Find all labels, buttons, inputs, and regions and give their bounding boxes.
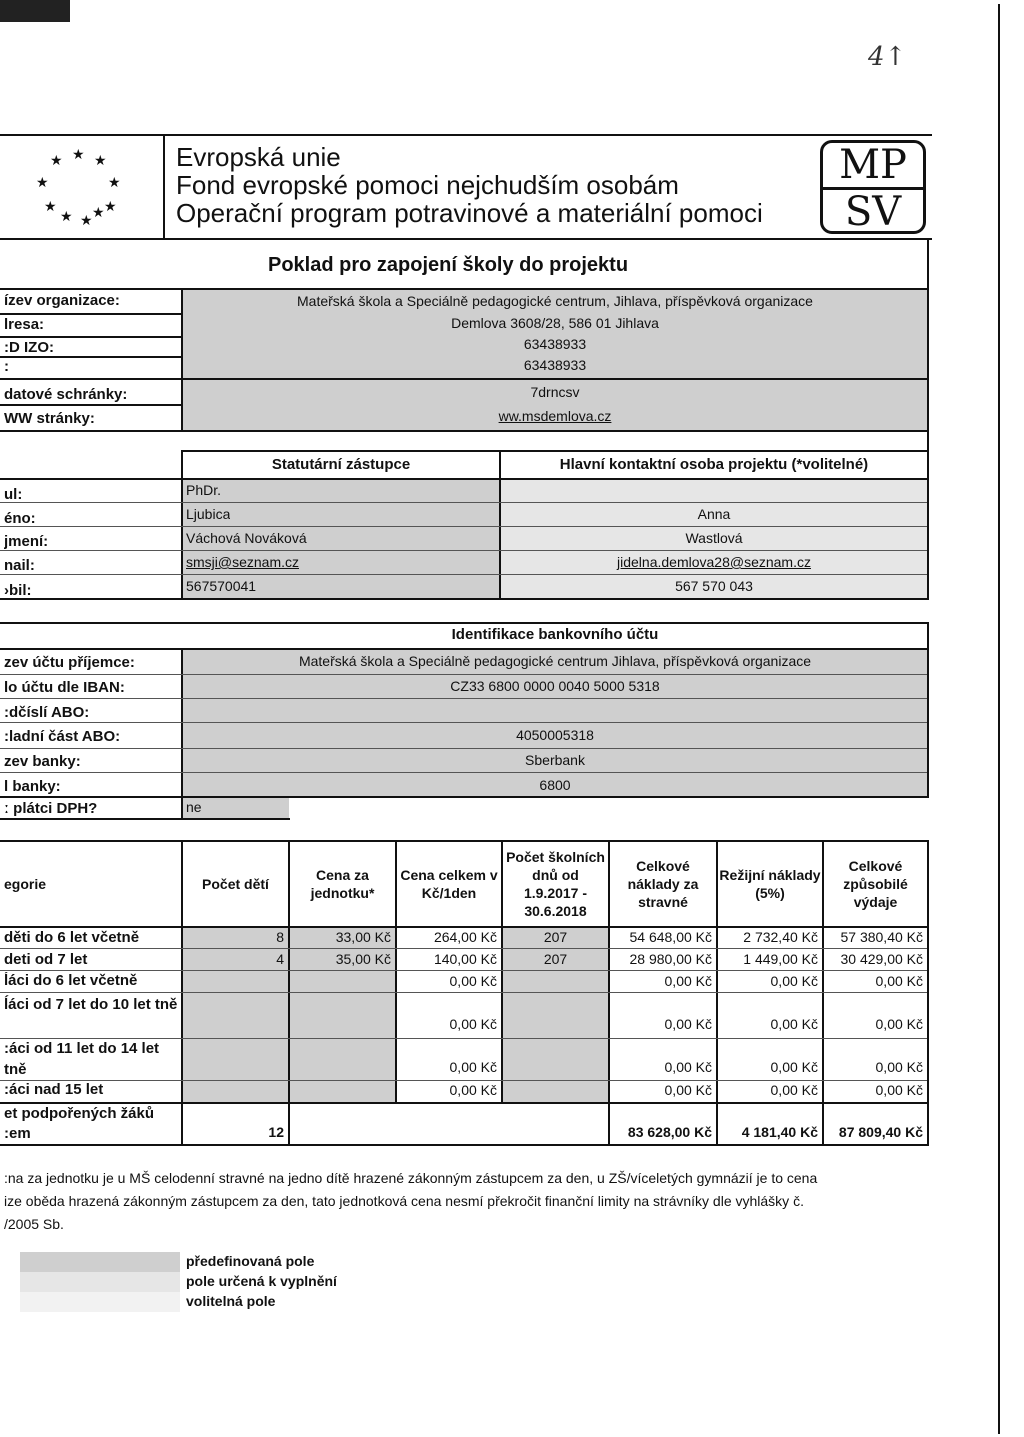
th-category: egorie (4, 875, 47, 892)
contact-col1-header: Statutární zástupce (271, 456, 411, 473)
bank-label-code: l banky: (4, 778, 61, 795)
row4-overhead: 0,00 Kč (770, 1016, 818, 1032)
contact-col2-header: Hlavní kontaktní osoba projektu (*volitelné) (559, 456, 869, 473)
total-label: et podpořených žáků :em (4, 1105, 155, 1142)
th-days: Počet školních dnů od 1.9.2017 - 30.6.2018 (506, 848, 605, 920)
row1-unit: 33,00 Kč (335, 929, 391, 945)
footnote-line-2: ize oběda hrazená zákonným zástupcem za den, tato jednotková cena nesmí překročit finanční limity na strávníky dle vyhlášky č. (4, 1193, 804, 1209)
bank-values-bg (181, 650, 927, 796)
statutory-title: PhDr. (186, 482, 222, 498)
contact-bottom (0, 598, 929, 600)
row5-total: 0,00 Kč (875, 1059, 923, 1075)
contact-label-phone: ›bil: (4, 582, 32, 599)
statutory-last: Váchová Nováková (186, 530, 307, 546)
row3-overhead: 0,00 Kč (770, 973, 818, 989)
bank-line-1 (0, 674, 927, 675)
bank-value-bankname: Sberbank (525, 752, 585, 768)
row2-count: 4 (276, 951, 284, 967)
row2-days: 207 (543, 951, 568, 967)
svg-text:★: ★ (94, 153, 107, 169)
row4-total: 0,00 Kč (875, 1016, 923, 1032)
svg-text:★: ★ (104, 199, 117, 215)
org-value-web[interactable]: ww.msdemlova.cz (498, 408, 612, 424)
row3-food: 0,00 Kč (664, 973, 712, 989)
total-food: 83 628,00 Kč (627, 1124, 712, 1140)
row6-total: 0,00 Kč (875, 1082, 923, 1098)
row2-daily: 140,00 Kč (433, 951, 497, 967)
row4-food: 0,00 Kč (664, 1016, 712, 1032)
row2-total: 30 429,00 Kč (840, 951, 923, 967)
row6-category: :áci nad 15 let (4, 1081, 104, 1098)
contact-right (927, 450, 929, 600)
org-label-ico: : (4, 358, 9, 375)
row1-total: 57 380,40 Kč (840, 929, 923, 945)
org-line-2 (0, 336, 181, 338)
footnote-line-3: /2005 Sb. (4, 1216, 64, 1232)
row6-daily: 0,00 Kč (449, 1082, 497, 1098)
header-divider (163, 134, 165, 238)
page-title: Poklad pro zapojení školy do projektu (268, 254, 629, 276)
mpsv-logo-top: MP (823, 143, 923, 190)
th-count: Počet dětí (202, 875, 269, 892)
contact-row-line-1 (0, 502, 927, 503)
row1-food: 54 648,00 Kč (629, 929, 712, 945)
svg-text:★: ★ (50, 153, 63, 169)
trow-line-1 (0, 948, 927, 949)
trow-line-2 (0, 970, 927, 971)
bank-line-2 (0, 698, 927, 699)
row1-category: děti do 6 let včetně (4, 929, 140, 946)
org-label-address: lresa: (4, 316, 45, 333)
bank-line-3 (0, 722, 927, 723)
table-bottom (0, 1144, 929, 1146)
bank-label-main: :ladní část ABO: (4, 728, 121, 745)
org-label-databox: datové schránky: (4, 386, 128, 403)
mpsv-logo-bottom: SV (844, 189, 902, 235)
contact-row-line-4 (0, 574, 927, 575)
legend-optional: volitelná pole (186, 1293, 276, 1309)
legend-predefined: předefinovaná pole (186, 1253, 315, 1269)
bank-value-main: 4050005318 (516, 727, 594, 743)
org-value-databox: 7drncsv (530, 384, 580, 400)
org-label-name: ízev organizace: (4, 292, 120, 309)
row5-overhead: 0,00 Kč (770, 1059, 818, 1075)
org-label-izo: :D IZO: (4, 339, 54, 356)
org-right (927, 240, 929, 450)
row5-daily: 0,00 Kč (449, 1059, 497, 1075)
row3-daily: 0,00 Kč (449, 973, 497, 989)
contact-last: Wastlová (685, 530, 743, 546)
statutory-email[interactable]: smsji@seznam.cz (186, 554, 300, 570)
bank-value-code: 6800 (539, 777, 571, 793)
contact-first: Anna (697, 506, 731, 522)
bank-line-7 (0, 818, 290, 820)
row1-overhead: 2 732,40 Kč (743, 929, 818, 945)
org-line-6 (0, 430, 929, 432)
bank-value-name: Mateřská škola a Speciálně pedagogické centrum Jihlava, příspěvková organizace (298, 653, 812, 669)
tcol-8 (927, 840, 929, 1144)
th-daily-total: Cena celkem v Kč/1den (400, 866, 498, 901)
header-top-line (0, 134, 932, 136)
org-value-ico: 63438933 (523, 357, 587, 373)
row6-food: 0,00 Kč (664, 1082, 712, 1098)
svg-text:★: ★ (80, 213, 93, 229)
svg-text:★: ★ (92, 205, 105, 221)
row2-unit: 35,00 Kč (335, 951, 391, 967)
org-line-1 (0, 313, 181, 315)
total-overhead: 4 181,40 Kč (741, 1124, 818, 1140)
handwritten-mark: 4↑ (868, 42, 907, 72)
bank-line-5 (0, 772, 927, 773)
row6-overhead: 0,00 Kč (770, 1082, 818, 1098)
contact-label-email: nail: (4, 557, 35, 574)
row2-food: 28 980,00 Kč (629, 951, 712, 967)
org-line-5 (0, 404, 181, 406)
org-line-4 (0, 378, 929, 380)
bank-line-4 (0, 748, 927, 749)
org-value-izo: 63438933 (523, 336, 587, 352)
row4-daily: 0,00 Kč (449, 1016, 497, 1032)
org-line-0 (0, 288, 929, 290)
header-eu: Evropská unie (176, 142, 341, 172)
row4-category: ĺáci od 7 let do 10 let tně (4, 996, 178, 1013)
vat-value: ne (186, 799, 202, 815)
header-fund: Fond evropské pomoci nejchudším osobám (176, 170, 679, 200)
bank-label-iban: lo účtu dle IBAN: (4, 679, 125, 696)
th-food-cost: Celkové náklady za stravné (627, 857, 699, 911)
right-border (998, 4, 1000, 1434)
eu-stars-icon (10, 145, 140, 230)
statutory-phone: 567570041 (186, 578, 257, 594)
scan-edge-top (0, 0, 70, 22)
bank-label-prefix: :dčíslí ABO: (4, 704, 90, 721)
bank-header: Identifikace bankovního účtu (451, 626, 659, 643)
th-overhead: Režijní náklady (5%) (719, 866, 821, 901)
total-total: 87 809,40 Kč (838, 1124, 923, 1140)
bank-top (0, 622, 929, 624)
bank-label-name: zev účtu příjemce: (4, 654, 135, 671)
row5-category: :áci od 11 let do 14 let tně (4, 1040, 160, 1078)
row1-daily: 264,00 Kč (433, 929, 497, 945)
org-label-web: WW stránky: (4, 410, 95, 427)
mpsv-logo (820, 140, 926, 234)
bank-right (927, 622, 929, 798)
contact-row-line-2 (0, 526, 927, 527)
footnote-line-1: :na za jednotku je u MŠ celodenní stravné na jedno dítě hrazené zákonným zástupcem za den, u ZŠ/víceletých gymnázií je to cena (4, 1170, 818, 1186)
contact-email[interactable]: jidelna.demlova28@seznam.cz (617, 554, 811, 570)
bank-value-iban: CZ33 6800 0000 0040 5000 5318 (450, 678, 660, 694)
row5-food: 0,00 Kč (664, 1059, 712, 1075)
total-count: 12 (268, 1124, 284, 1140)
svg-text:★: ★ (60, 209, 73, 225)
th-total: Celkové způsobilé výdaje (843, 857, 908, 911)
row3-total: 0,00 Kč (875, 973, 923, 989)
row2-category: deti od 7 let (4, 951, 88, 968)
row2-overhead: 1 449,00 Kč (743, 951, 818, 967)
svg-text:★: ★ (36, 175, 49, 191)
legend-swatch-optional (20, 1292, 180, 1312)
legend-fill: pole určená k vyplnění (186, 1273, 337, 1289)
bank-label-bankname: zev banky: (4, 753, 81, 770)
legend-swatch-predefined (20, 1252, 180, 1272)
svg-text:★: ★ (72, 147, 85, 163)
contact-header-top (181, 450, 929, 452)
bank-line-6 (0, 796, 929, 798)
org-line-3 (0, 356, 181, 358)
org-value-name: Mateřská škola a Speciálně pedagogické centrum, Jihlava, příspěvková organizace (297, 293, 813, 309)
row3-category: ĺáci do 6 let včetně (4, 972, 138, 989)
contact-phone: 567 570 043 (675, 578, 753, 594)
svg-text:★: ★ (108, 175, 121, 191)
row1-count: 8 (276, 929, 284, 945)
org-divider (181, 288, 183, 430)
contact-label-title: ul: (4, 486, 23, 503)
statutory-first: Ljubica (186, 506, 231, 522)
header-bottom-line (0, 238, 932, 240)
contact-row-line-3 (0, 550, 927, 551)
header-program: Operační program potravinové a materiální pomoci (176, 198, 763, 228)
bank-label-vat: ː plátci DPH? (4, 800, 98, 817)
row1-days: 207 (543, 929, 568, 945)
trow-line-3 (0, 992, 927, 993)
th-unit-price: Cena za jednotku* (310, 866, 375, 901)
svg-text:★: ★ (44, 199, 57, 215)
contact-label-last: jmení: (4, 533, 49, 550)
legend-swatch-fill (20, 1272, 180, 1292)
table-header-bottom (0, 926, 929, 928)
contact-label-first: éno: (4, 510, 36, 527)
org-value-address: Demlova 3608/28, 586 01 Jihlava (451, 315, 659, 331)
